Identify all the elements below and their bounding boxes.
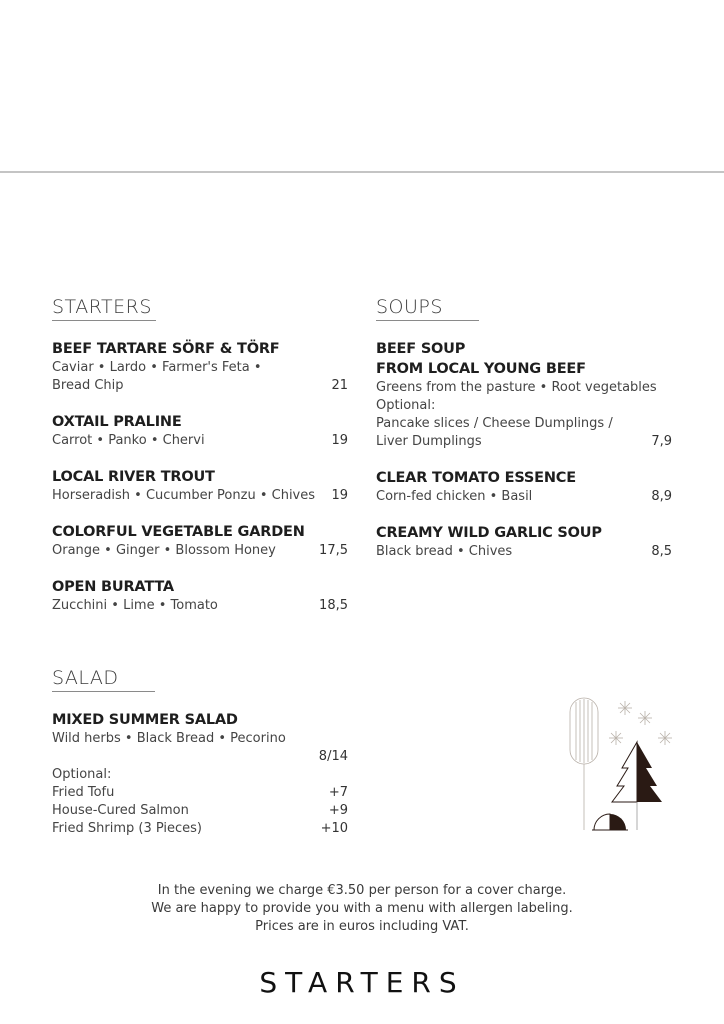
item-price: 19 (331, 433, 348, 448)
item-desc: Corn-fed chicken • Basil (376, 489, 533, 504)
winter-trees-illustration-icon (560, 690, 680, 835)
menu-item (52, 522, 348, 560)
menu-item (376, 468, 672, 506)
item-name: CLEAR TOMATO ESSENCE (376, 470, 576, 486)
footer-notes (0, 882, 724, 936)
item-name: OPEN BURATTA (52, 579, 174, 595)
top-divider (0, 171, 724, 173)
item-price: 7,9 (651, 434, 672, 449)
item-price: 21 (331, 378, 348, 393)
menu-item (52, 710, 348, 838)
item-price: 19 (331, 488, 348, 503)
option-label: Fried Shrimp (3 Pieces) (52, 821, 202, 836)
item-desc: Bread Chip (52, 378, 124, 393)
optional-label: Optional: (52, 767, 112, 782)
option-row (52, 802, 348, 820)
page-title: STARTERS (259, 966, 465, 999)
item-name: OXTAIL PRALINE (52, 414, 182, 430)
soups-section (376, 296, 672, 561)
item-desc: Liver Dumplings (376, 434, 482, 449)
item-name: COLORFUL VEGETABLE GARDEN (52, 524, 305, 540)
option-row (52, 784, 348, 802)
item-name: CREAMY WILD GARLIC SOUP (376, 525, 602, 541)
item-desc: Greens from the pasture • Root vegetables (376, 380, 657, 395)
item-desc: Carrot • Panko • Chervi (52, 433, 205, 448)
option-price: +9 (328, 803, 348, 818)
item-desc: Black bread • Chives (376, 544, 513, 559)
item-desc: Orange • Ginger • Blossom Honey (52, 543, 276, 558)
item-price: 8/14 (318, 749, 348, 764)
option-price: +10 (320, 821, 348, 836)
option-price: +7 (328, 785, 348, 800)
item-price: 8,5 (651, 544, 672, 559)
item-price: 18,5 (319, 598, 348, 613)
menu-item (52, 577, 348, 615)
item-name: BEEF TARTARE SÖRF & TÖRF (52, 341, 280, 357)
menu-item (52, 467, 348, 505)
item-desc: Zucchini • Lime • Tomato (52, 598, 218, 613)
option-label: House-Cured Salmon (52, 803, 189, 818)
option-label: Fried Tofu (52, 785, 115, 800)
item-name: BEEF SOUP (376, 341, 466, 357)
note-prices: Prices are in euros including VAT. (255, 919, 469, 934)
menu-item (52, 412, 348, 450)
item-desc: Horseradish • Cucumber Ponzu • Chives (52, 488, 316, 503)
item-name: FROM LOCAL YOUNG BEEF (376, 361, 586, 377)
starters-section (52, 296, 348, 615)
menu-item (52, 339, 348, 395)
item-name: MIXED SUMMER SALAD (52, 712, 238, 728)
option-row (52, 820, 348, 838)
item-price: 17,5 (319, 543, 348, 558)
item-name: LOCAL RIVER TROUT (52, 469, 215, 485)
section-title-soups: SOUPS (376, 296, 479, 321)
item-desc: Caviar • Lardo • Farmer's Feta • (52, 360, 262, 375)
menu-item (376, 523, 672, 561)
item-desc: Pancake slices / Cheese Dumplings / (376, 416, 613, 431)
note-allergen: We are happy to provide you with a menu with allergen labeling. (151, 901, 573, 916)
section-title-starters: STARTERS (52, 296, 156, 321)
item-desc: Optional: (376, 398, 436, 413)
item-desc: Wild herbs • Black Bread • Pecorino (52, 731, 286, 746)
note-cover-charge: In the evening we charge €3.50 per person for a cover charge. (157, 883, 567, 898)
salad-section (52, 667, 348, 838)
menu-item (376, 339, 672, 451)
item-price: 8,9 (651, 489, 672, 504)
section-title-salad: SALAD (52, 667, 155, 692)
